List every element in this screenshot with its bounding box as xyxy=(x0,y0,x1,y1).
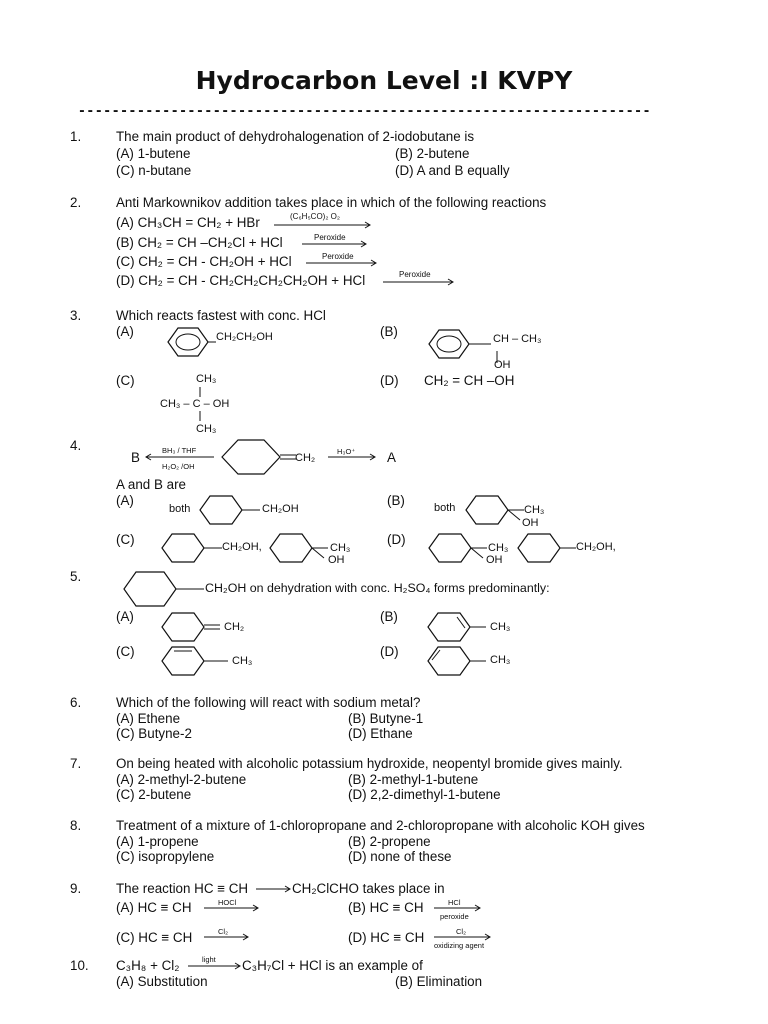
q3-c-middle: CH₃ – C – OH xyxy=(160,398,230,410)
q2-text: Anti Markownikov addition takes place in which of the following reactions xyxy=(116,195,547,210)
q9-b-condition: HCl xyxy=(448,898,461,907)
q1-option-a: (A) 1-butene xyxy=(116,146,191,161)
q4-product-b: B xyxy=(131,450,140,465)
q5-d-substituent: CH₃ xyxy=(490,654,511,666)
q3-b-benzene-structure xyxy=(425,325,495,365)
q3-c-top-methyl: CH₃ xyxy=(196,373,217,385)
q9-option-b: (B) HC ≡ CH xyxy=(348,900,424,915)
q9-d-condition: Cl₂ xyxy=(456,927,466,936)
q4-product-a: A xyxy=(387,450,396,465)
q3-b-hydroxyl: OH xyxy=(494,359,511,371)
q9-d-condition-2: oxidizing agent xyxy=(434,941,485,950)
q3-d-formula: CH₂ = CH –OH xyxy=(424,373,515,388)
q4-a-both: both xyxy=(169,503,191,515)
q8-text: Treatment of a mixture of 1-chloropropane and 2-chloropropane with alcoholic KOH gives xyxy=(116,818,645,833)
q6-option-b: (B) Butyne-1 xyxy=(348,711,424,726)
q7-option-b: (B) 2-methyl-1-butene xyxy=(348,772,479,787)
page-title: Hydrocarbon Level :I KVPY xyxy=(195,66,573,95)
q7-number: 7. xyxy=(70,756,82,771)
q3-text: Which reacts fastest with conc. HCl xyxy=(116,308,326,323)
q7-text: On being heated with alcoholic potassium hydroxide, neopentyl bromide gives mainly. xyxy=(116,756,623,771)
q5-d-structure xyxy=(424,645,494,679)
q4-option-d: (D) xyxy=(387,532,406,547)
q3-a-benzene-structure xyxy=(158,323,218,363)
q6-option-d: (D) Ethane xyxy=(348,726,413,741)
q3-a-substituent: CH₂CH₂OH xyxy=(216,331,273,343)
q5-b-structure xyxy=(424,611,494,645)
q2-option-c: (C) CH₂ = CH - CH₂OH + HCl xyxy=(116,254,292,269)
q2-number: 2. xyxy=(70,195,82,210)
q9-c-condition: Cl₂ xyxy=(218,927,228,936)
q5-option-b: (B) xyxy=(380,609,398,624)
q3-option-b: (B) xyxy=(380,324,398,339)
q8-option-b: (B) 2-propene xyxy=(348,834,431,849)
q9-option-d: (D) HC ≡ CH xyxy=(348,930,425,945)
q4-option-a: (A) xyxy=(116,493,134,508)
q9-text-right: CH₂ClCHO takes place in xyxy=(292,881,445,896)
q5-text: CH₂OH on dehydration with conc. H₂SO₄ forms predominantly: xyxy=(205,581,550,595)
q5-number: 5. xyxy=(70,569,82,584)
q4-c-cyclohexane-1 xyxy=(158,532,228,566)
q4-a-cyclohexane xyxy=(196,494,266,528)
q5-c-substituent: CH₃ xyxy=(232,655,253,667)
q5-a-substituent: CH₂ xyxy=(224,621,245,633)
q1-option-d: (D) A and B equally xyxy=(395,163,510,178)
q4-d-cyclohexane-1 xyxy=(425,532,495,566)
q2-c-condition: Peroxide xyxy=(322,252,354,261)
q8-number: 8. xyxy=(70,818,82,833)
q4-b-both: both xyxy=(434,502,456,514)
q10-text-right: C₃H₇Cl + HCl is an example of xyxy=(242,958,423,973)
q7-option-d: (D) 2,2-dimethyl-1-butene xyxy=(348,787,501,802)
q5-option-a: (A) xyxy=(116,609,134,624)
q2-arrows xyxy=(0,0,768,300)
q7-option-a: (A) 2-methyl-2-butene xyxy=(116,772,247,787)
q5-option-d: (D) xyxy=(380,644,399,659)
q3-option-c: (C) xyxy=(116,373,135,388)
q1-number: 1. xyxy=(70,129,82,144)
q10-option-b: (B) Elimination xyxy=(395,974,483,989)
q4-number: 4. xyxy=(70,438,82,453)
q10-text-left: C₃H₈ + Cl₂ xyxy=(116,958,180,973)
q5-b-substituent: CH₃ xyxy=(490,621,511,633)
q4-d-methyl: CH₃ xyxy=(488,542,509,554)
q9-b-condition-2: peroxide xyxy=(440,912,469,921)
q10-option-a: (A) Substitution xyxy=(116,974,208,989)
q4-left-condition-top: BH₃ / THF xyxy=(162,446,197,455)
q4-d-hydroxyl: OH xyxy=(486,554,503,566)
q10-condition: light xyxy=(202,955,216,964)
q3-b-substituent: CH – CH₃ xyxy=(493,333,542,345)
q4-option-b: (B) xyxy=(387,493,405,508)
q1-option-b: (B) 2-butene xyxy=(395,146,470,161)
q4-b-methyl: CH₃ xyxy=(524,504,545,516)
title-rule: -------------------------------------------------------------------- xyxy=(78,104,652,119)
q4-methylene: CH₂ xyxy=(295,452,316,464)
q8-option-d: (D) none of these xyxy=(348,849,452,864)
q6-text: Which of the following will react with sodium metal? xyxy=(116,695,421,710)
q4-question: A and B are xyxy=(116,477,186,492)
q4-d-substituent: CH₂OH, xyxy=(576,541,616,553)
q4-c-hydroxyl: OH xyxy=(328,554,345,566)
q2-d-condition: Peroxide xyxy=(399,270,431,279)
q9-text-left: The reaction HC ≡ CH xyxy=(116,881,249,896)
q4-right-condition: H₃O⁺ xyxy=(337,447,356,456)
q5-a-structure xyxy=(158,611,228,645)
q3-c-bottom-methyl: CH₃ xyxy=(196,423,217,435)
q2-a-condition: (C₆H₅CO)₂ O₂ xyxy=(290,212,340,221)
q2-b-condition: Peroxide xyxy=(314,233,346,242)
q5-cyclohexane xyxy=(120,570,210,610)
q2-option-b: (B) CH₂ = CH –CH₂Cl + HCl xyxy=(116,235,283,250)
q2-option-d: (D) CH₂ = CH - CH₂CH₂CH₂CH₂OH + HCl xyxy=(116,273,366,288)
q4-option-c: (C) xyxy=(116,532,135,547)
q6-option-c: (C) Butyne-2 xyxy=(116,726,192,741)
q3-option-a: (A) xyxy=(116,324,134,339)
q1-option-c: (C) n-butane xyxy=(116,163,192,178)
q4-left-condition-bottom: H₂O₂ /OH xyxy=(162,462,195,471)
q3-number: 3. xyxy=(70,308,82,323)
q4-d-cyclohexane-2 xyxy=(514,532,584,566)
q8-option-a: (A) 1-propene xyxy=(116,834,199,849)
q6-number: 6. xyxy=(70,695,82,710)
q4-c-cyclohexane-2 xyxy=(266,532,336,566)
q9-option-c: (C) HC ≡ CH xyxy=(116,930,193,945)
q5-option-c: (C) xyxy=(116,644,135,659)
q10-number: 10. xyxy=(70,958,89,973)
q9-option-a: (A) HC ≡ CH xyxy=(116,900,192,915)
q4-c-substituent-1: CH₂OH, xyxy=(222,541,262,553)
q2-option-a: (A) CH₃CH = CH₂ + HBr xyxy=(116,215,260,230)
q4-b-hydroxyl: OH xyxy=(522,517,539,529)
q9-number: 9. xyxy=(70,881,82,896)
q1-text: The main product of dehydrohalogenation of 2-iodobutane is xyxy=(116,129,475,144)
q4-a-substituent: CH₂OH xyxy=(262,503,299,515)
q6-option-a: (A) Ethene xyxy=(116,711,181,726)
q3-option-d: (D) xyxy=(380,373,399,388)
q8-option-c: (C) isopropylene xyxy=(116,849,215,864)
q4-c-methyl: CH₃ xyxy=(330,542,351,554)
q7-option-c: (C) 2-butene xyxy=(116,787,192,802)
q9-a-condition: HOCl xyxy=(218,898,237,907)
q5-c-structure xyxy=(158,645,238,679)
